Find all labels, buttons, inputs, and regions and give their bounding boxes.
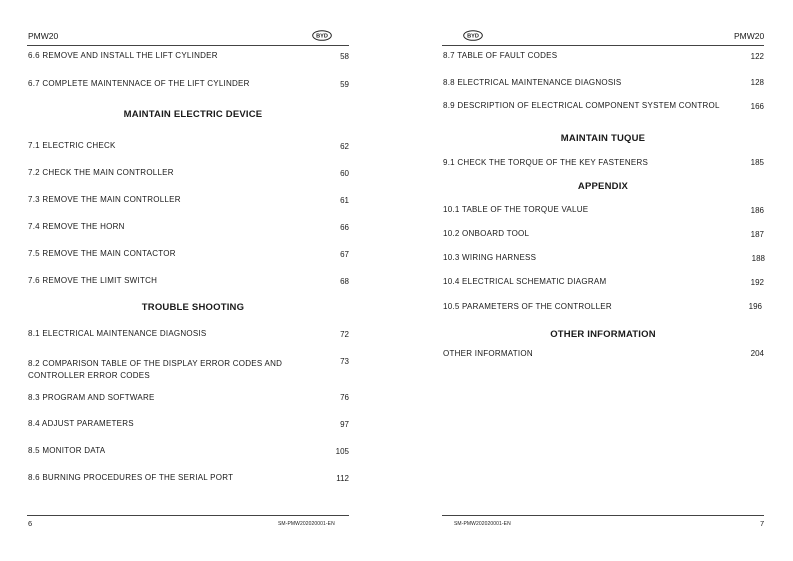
toc-page-number: 58	[340, 52, 349, 61]
toc-entry[interactable]: 7.4 REMOVE THE HORN	[28, 222, 125, 231]
toc-entry[interactable]: 9.1 CHECK THE TORQUE OF THE KEY FASTENERS	[443, 158, 649, 167]
toc-page-number: 166	[750, 102, 764, 111]
section-heading: MAINTAIN TUQUE	[560, 133, 646, 144]
section-heading: TROUBLE SHOOTING	[141, 302, 245, 313]
toc-page-number: 76	[340, 393, 349, 402]
byd-logo-icon	[312, 30, 332, 41]
toc-entry[interactable]: 8.4 ADJUST PARAMETERS	[28, 419, 134, 428]
toc-entry[interactable]: 7.1 ELECTRIC CHECK	[28, 141, 116, 150]
toc-page-number: 68	[340, 277, 349, 286]
toc-page-number: 185	[750, 158, 764, 167]
toc-page-number: 187	[750, 230, 764, 239]
left-page	[0, 0, 396, 561]
toc-page-number: 112	[336, 474, 349, 483]
section-heading: APPENDIX	[577, 181, 629, 192]
toc-page-number: 192	[750, 278, 764, 287]
toc-page-number: 196	[748, 302, 762, 311]
footer-document-id: SM-PMW202020001-EN	[454, 521, 511, 527]
toc-page-number: 61	[340, 196, 349, 205]
svg-text:BYD: BYD	[316, 33, 328, 40]
toc-entry[interactable]: 6.7 COMPLETE MAINTENNACE OF THE LIFT CYLINDER	[28, 79, 250, 88]
toc-page-number: 204	[750, 349, 764, 358]
svg-text:BYD: BYD	[467, 33, 479, 40]
toc-entry[interactable]: 8.5 MONITOR DATA	[28, 446, 106, 455]
toc-entry[interactable]: 10.3 WIRING HARNESS	[443, 253, 537, 262]
section-heading: MAINTAIN ELECTRIC DEVICE	[123, 109, 263, 120]
toc-entry[interactable]: 10.2 ONBOARD TOOL	[443, 229, 530, 238]
toc-page-number: 72	[340, 330, 349, 339]
toc-entry[interactable]: 7.2 CHECK THE MAIN CONTROLLER	[28, 168, 174, 177]
toc-entry[interactable]: 8.6 BURNING PROCEDURES OF THE SERIAL PORT	[28, 473, 234, 482]
toc-entry[interactable]: 8.9 DESCRIPTION OF ELECTRICAL COMPONENT SYSTEM CONTROL	[443, 101, 720, 110]
byd-logo-icon	[463, 30, 483, 41]
toc-entry[interactable]: 10.4 ELECTRICAL SCHEMATIC DIAGRAM	[443, 277, 607, 286]
toc-page-number: 105	[335, 447, 349, 456]
toc-entry[interactable]: 8.1 ELECTRICAL MAINTENANCE DIAGNOSIS	[28, 329, 207, 338]
toc-entry[interactable]: 10.5 PARAMETERS OF THE CONTROLLER	[443, 302, 612, 311]
toc-page-number: 186	[750, 206, 764, 215]
footer-page-number: 7	[760, 519, 765, 528]
toc-page-number: 59	[340, 80, 349, 89]
toc-page-number: 60	[340, 169, 349, 178]
footer-rule	[27, 515, 349, 516]
toc-entry[interactable]: 8.3 PROGRAM AND SOFTWARE	[28, 393, 155, 402]
footer-rule	[442, 515, 764, 516]
toc-entry[interactable]: 10.1 TABLE OF THE TORQUE VALUE	[443, 205, 589, 214]
section-heading: OTHER INFORMATION	[550, 329, 656, 340]
toc-entry[interactable]: 8.8 ELECTRICAL MAINTENANCE DIAGNOSIS	[443, 78, 622, 87]
toc-page-number: 122	[750, 52, 764, 61]
footer-page-number: 6	[28, 519, 33, 528]
toc-entry[interactable]: 6.6 REMOVE AND INSTALL THE LIFT CYLINDER	[28, 51, 218, 60]
toc-page-number: 66	[340, 223, 349, 232]
header-title: PMW20	[734, 31, 765, 41]
toc-entry[interactable]: 7.3 REMOVE THE MAIN CONTROLLER	[28, 195, 181, 204]
toc-entry[interactable]: 8.2 COMPARISON TABLE OF THE DISPLAY ERROR CODES AND	[28, 359, 283, 368]
toc-page-number: 97	[340, 420, 349, 429]
toc-page-number: 128	[750, 78, 764, 87]
toc-entry-continuation[interactable]: CONTROLLER ERROR CODES	[28, 371, 150, 380]
toc-page-number: 73	[340, 357, 349, 366]
right-page	[396, 0, 793, 561]
toc-entry[interactable]: OTHER INFORMATION	[443, 349, 533, 358]
toc-page-number: 62	[340, 142, 349, 151]
header-rule	[442, 45, 764, 46]
toc-page-number: 188	[751, 254, 765, 263]
toc-entry[interactable]: 7.6 REMOVE THE LIMIT SWITCH	[28, 276, 158, 285]
toc-page-number: 67	[340, 250, 349, 259]
toc-entry[interactable]: 7.5 REMOVE THE MAIN CONTACTOR	[28, 249, 176, 258]
toc-entry[interactable]: 8.7 TABLE OF FAULT CODES	[443, 51, 558, 60]
header-title: PMW20	[28, 31, 59, 41]
footer-document-id: SM-PMW202020001-EN	[278, 521, 335, 527]
header-rule	[27, 45, 349, 46]
